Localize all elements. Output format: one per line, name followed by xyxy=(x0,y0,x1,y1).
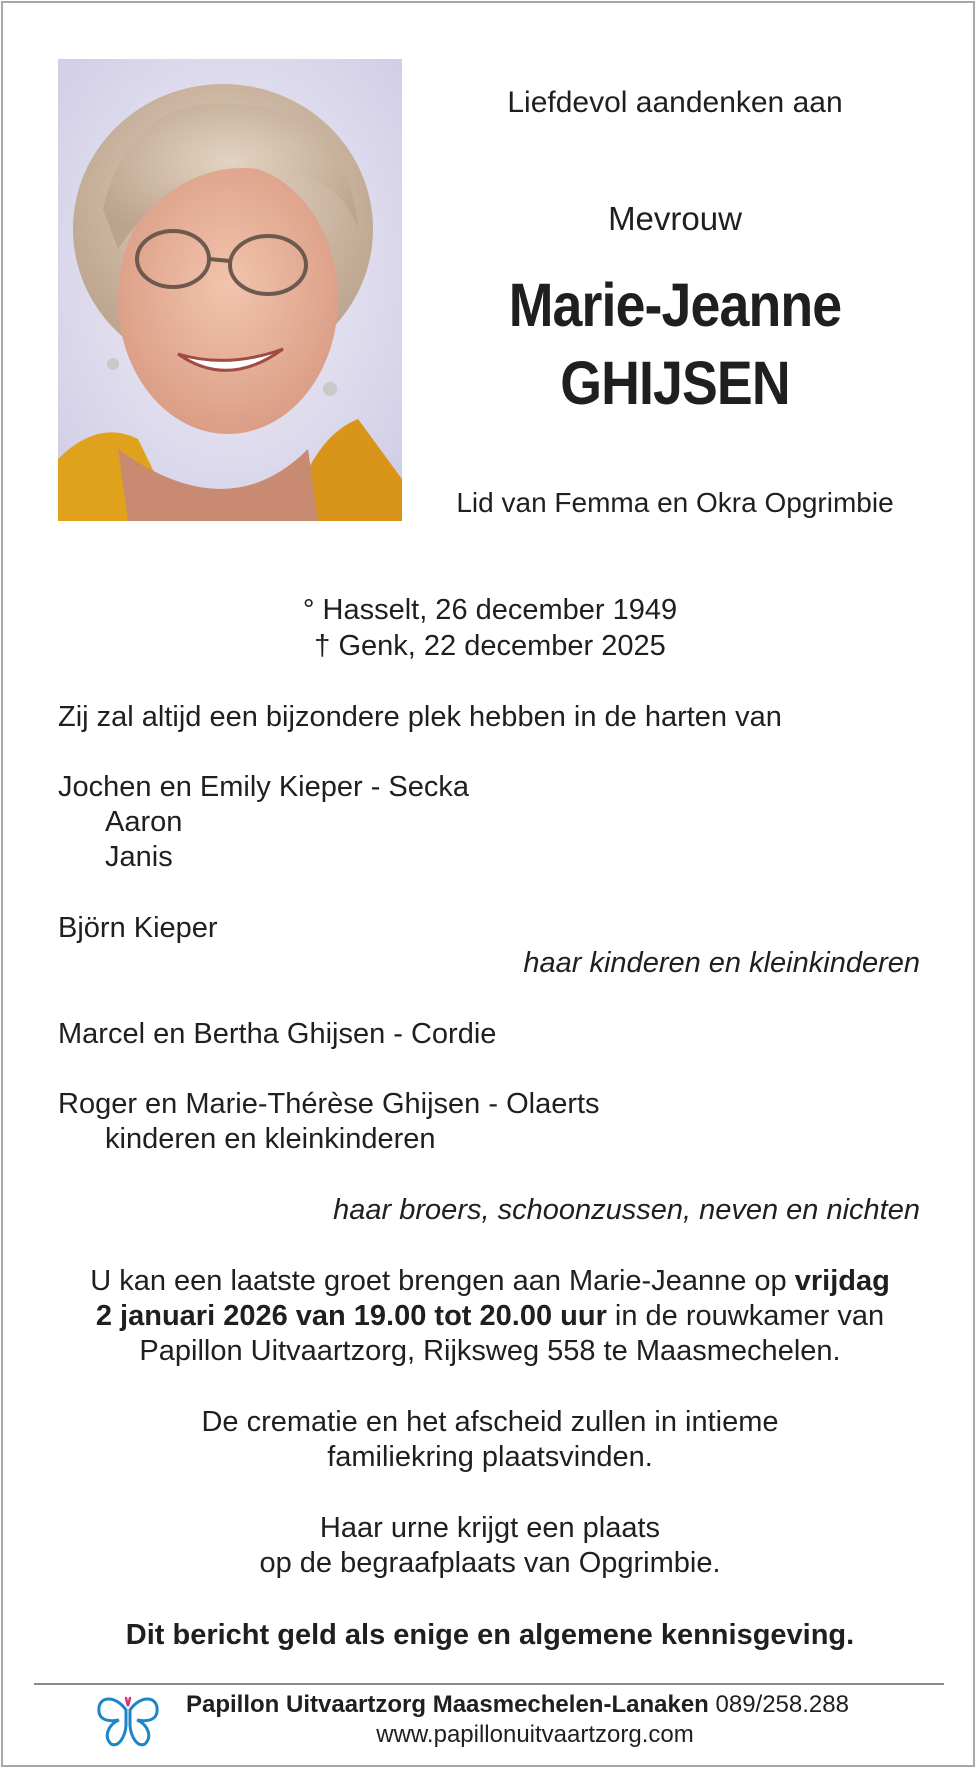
honorific: Mevrouw xyxy=(608,200,742,237)
family-line: Roger en Marie-Thérèse Ghijsen - Olaerts xyxy=(58,1088,600,1120)
footer-divider xyxy=(34,1683,944,1685)
visit-line xyxy=(0,1300,980,1333)
urn-text: op de begraafplaats van Opgrimbie. xyxy=(259,1547,721,1579)
deceased-first-name: Marie-Jeanne xyxy=(508,271,842,339)
family-caption: haar broers, schoonzussen, neven en nichten xyxy=(333,1194,920,1226)
visit-day: vrijdag xyxy=(794,1265,890,1297)
portrait-photo xyxy=(58,59,402,521)
intro-text: Liefdevol aandenken aan xyxy=(507,86,843,119)
membership-text: Lid van Femma en Okra Opgrimbie xyxy=(456,487,894,518)
visit-time: 2 januari 2026 van 19.00 tot 20.00 uur xyxy=(95,1300,607,1332)
visit-text: U kan een laatste groet brengen aan Marie-Jeanne op xyxy=(90,1265,795,1297)
urn-text: Haar urne krijgt een plaats xyxy=(319,1512,661,1544)
family-caption: haar kinderen en kleinkinderen xyxy=(523,947,920,979)
family-intro: Zij zal altijd een bijzondere plek hebben in de harten van xyxy=(58,701,782,733)
cremation-text: familiekring plaatsvinden. xyxy=(327,1441,653,1473)
footer-company-line xyxy=(186,1691,849,1719)
family-line: Marcel en Bertha Ghijsen - Cordie xyxy=(58,1018,497,1050)
deceased-last-name: GHIJSEN xyxy=(560,349,790,417)
company-website[interactable]: www.papillonuitvaartzorg.com xyxy=(376,1721,694,1748)
family-line: Aaron xyxy=(105,806,183,838)
visit-text: in de rouwkamer van xyxy=(606,1300,885,1332)
company-phone: 089/258.288 xyxy=(708,1691,849,1718)
family-line: kinderen en kleinkinderen xyxy=(105,1123,436,1155)
family-line: Jochen en Emily Kieper - Secka xyxy=(58,771,470,803)
family-line: Janis xyxy=(105,841,173,873)
general-notice: Dit bericht geld als enige en algemene kennisgeving. xyxy=(125,1619,855,1651)
family-line: Björn Kieper xyxy=(58,912,218,944)
death-date: † Genk, 22 december 2025 xyxy=(314,630,666,662)
birth-date: ° Hasselt, 26 december 1949 xyxy=(302,594,678,626)
visit-line: Papillon Uitvaartzorg, Rijksweg 558 te Maasmechelen. xyxy=(139,1335,841,1367)
company-name: Papillon Uitvaartzorg Maasmechelen-Lanaken xyxy=(186,1691,709,1718)
butterfly-icon xyxy=(95,1690,161,1750)
cremation-text: De crematie en het afscheid zullen in intieme xyxy=(201,1406,779,1438)
visit-line xyxy=(0,1265,980,1298)
